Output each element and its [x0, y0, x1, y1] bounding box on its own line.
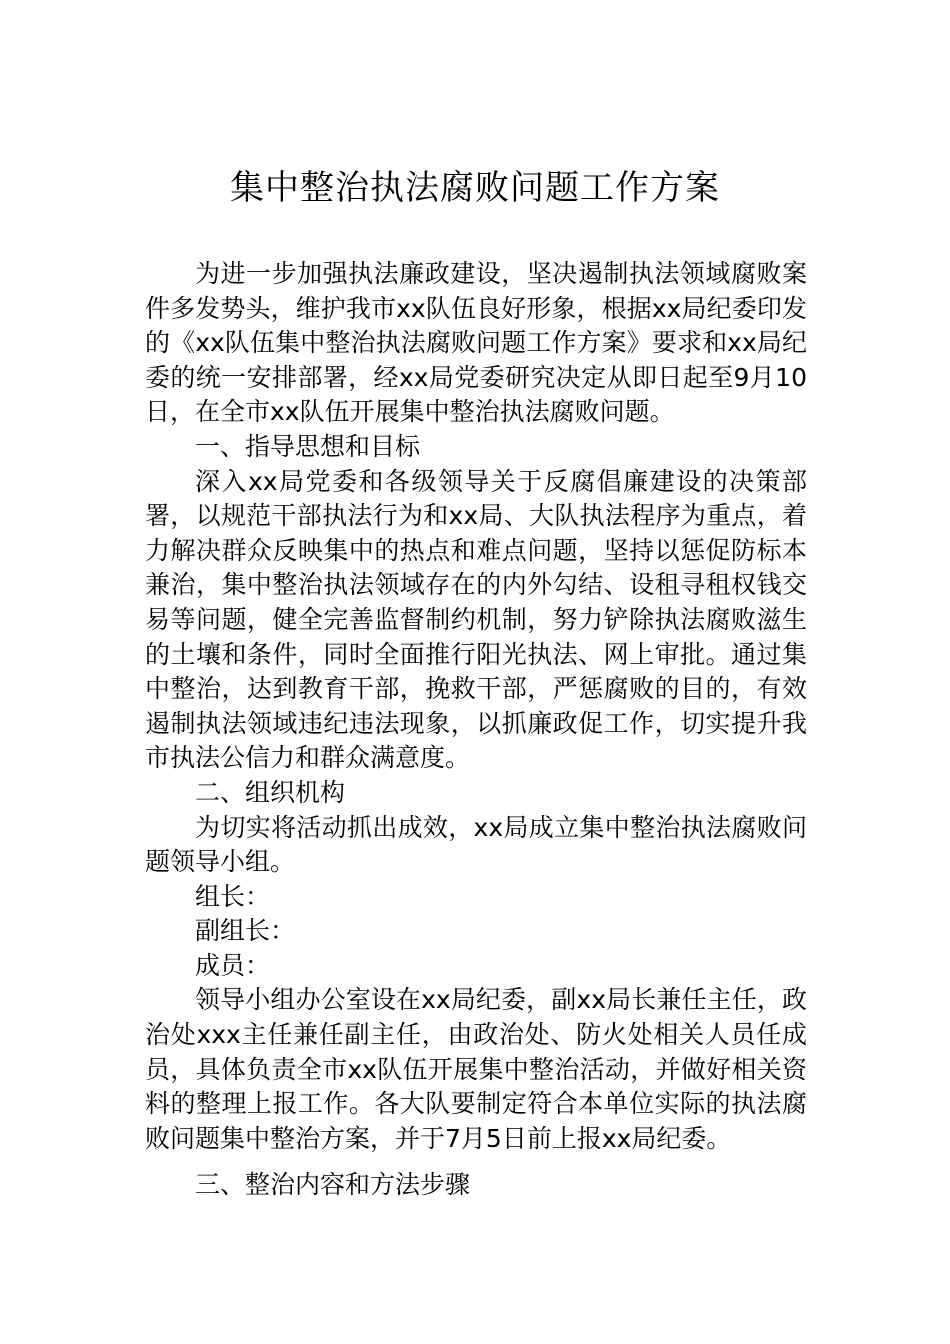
members-line: 成员： — [195, 950, 271, 980]
section-heading-content-steps: 三、整治内容和方法步骤 — [195, 1170, 471, 1200]
guiding-ideology-paragraph: 深入xx局党委和各级领导关于反腐倡廉建设的决策部署，以规范干部执法行为和xx局、大队执法程序为重点，着力解决群众反映集中的热点和难点问题，坚持以惩促防标本兼治，集中整治执法领域存在的内外勾结、设租寻租权钱交易等问题，健全完善监督制约机制，努力铲除执法腐败滋生的土壤和条件，同时全面推行阳光执法、网上审批。通过集中整治，达到教育干部，挽救干部，严惩腐败的目的，有效遏制执法领域违纪违法现象，以抓廉政促工作，切实提升我市执法公信力和群众满意度。 — [145, 466, 807, 773]
document-body — [145, 257, 807, 1203]
section-heading-guiding-ideology: 一、指导思想和目标 — [195, 431, 421, 461]
document-title: 集中整治执法腐败问题工作方案 — [230, 168, 720, 208]
section-heading-organization: 二、组织机构 — [195, 777, 346, 807]
deputy-leader-line: 副组长： — [195, 916, 296, 946]
organization-paragraph: 为切实将活动抓出成效，xx局成立集中整治执法腐败问题领导小组。 — [145, 812, 807, 877]
office-paragraph: 领导小组办公室设在xx局纪委，副xx局长兼任主任，政治处xxx主任兼任副主任，由政治处、防火处相关人员任成员，具体负责全市xx队伍开展集中整治活动，并做好相关资料的整理上报工作。各大队要制定符合本单位实际的执法腐败问题集中整治方案，并于7月5日前上报xx局纪委。 — [145, 985, 807, 1153]
intro-paragraph: 为进一步加强执法廉政建设，坚决遏制执法领域腐败案件多发势头，维护我市xx队伍良好形象，根据xx局纪委印发的《xx队伍集中整治执法腐败问题工作方案》要求和xx局纪委的统一安排部署，经xx局党委研究决定从即日起至9月10日，在全市xx队伍开展集中整治执法腐败问题。 — [145, 259, 807, 427]
team-leader-line: 组长： — [195, 881, 271, 911]
